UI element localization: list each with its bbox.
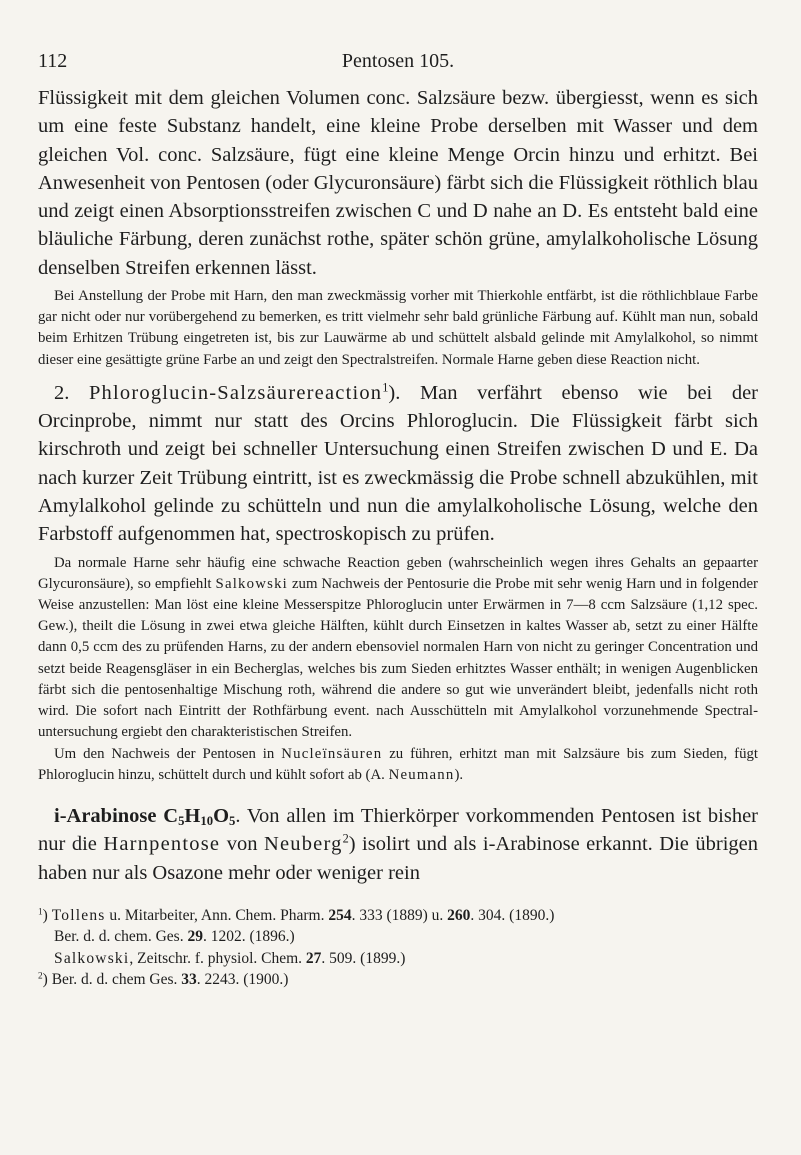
footnote-1: $^1$) Tollens u. Mitarbeiter, Ann. Chem. Pharm. 254. 333 (1889) u. 260. 304. (1890.)	[38, 906, 555, 924]
note-orcin-urine: Bei Anstellung der Probe mit Harn, den man zweckmässig vorher mit Thierkohle entfärbt, ist die röthlichblaue Farbe gar nicht oder nur vorübergehend zu bemerken, es tritt vielmehr sehr bald grünliche Färbung auf. Kühlt man nun, sobald beim Erhitzen Trübung eingetreten ist, bis zur Lauwärme ab und schüttelt alsbald gelinde mit Amylalkohol, so nimmt dieser eine gesättigte grüne Farbe an und zeigt den Spectralstreifen. Normale Harne geben diese Reaction nicht.	[38, 288, 758, 368]
paragraph-text: . Man verfährt ebenso wie bei der Orcinprobe, nimmt nur statt des Orcins Phloroglucin. Die Flüssigkeit färbt sich kirschroth und zeigt bei schneller Untersuchung einen Streifen zwischen D und E. Da nach kurzer Zeit Trübung eintritt, ist es zweckmässig die Probe schnell abzukühlen, mit Amylalkohol gelinde zu schütteln und nun die amylalkoholische Lösung, welche den Farbstoff aufgenommen hat, spectroskopisch zu prüfen.	[38, 381, 758, 546]
note-salkowski-method: Da normale Harne sehr häufig eine schwache Reaction geben (wahrscheinlich wegen ihres Gehalts an gepaarter Glycuronsäure), so empfiehlt Salkowski zum Nachweis der Pentosurie die Probe mit sehr wenig Harn und in folgender Weise anzustellen: Man löst eine kleine Messerspitze Phloroglucin unter Erwärmen in 7—8 ccm Salzsäure (1,12 spec. Gew.), theilt die Lösung in zwei etwa gleiche Hälften, kühlt durch Einsetzen in kaltes Wasser ab, setzt zu einer Hälfte dann 0,5 ccm des zu prüfenden Harns, zu der andern ebensoviel normalen Harn von nicht zu geringer Concentration und setzt beide Reagensgläser in ein Becherglas, welches bis zum Sieden erhitztes Wasser enthält; in wenigen Augenblicken färbt sich die pentosenhaltige Mischung roth, während die andere so gut wie unverändert bleibt, jedenfalls nicht roth wird. Die sofort nach Eintritt der Rothfärbung event. nach Ausschütteln mit Amylalkohol vorzunehmende Spectraluntersuchung ergiebt den charakteristischen Streifen.	[38, 554, 758, 741]
paragraph-arabinose: i-Arabinose $C_5H_{10}O_5$. Von allen im Thierkörper vorkommenden Pentosen ist bisher nur die Harnpentose von Neuberg$^2$) isolirt und als i-Arabinose erkannt. Die übrigen haben nur als Osazone mehr oder weniger rein	[38, 804, 759, 884]
footnote-1-line-2: Ber. d. d. chem. Ges. 29. 1202. (1896.)	[54, 928, 295, 946]
page-header	[38, 50, 758, 80]
footnotes	[38, 905, 758, 991]
paragraph-phloroglucin: 2. Phloroglucin-Salzsäurereaction$^1$). Man verfährt ebenso wie bei der Orcinprobe, nimmt nur statt des Orcins Phloroglucin. Die Flüssigkeit färbt sich kirschroth und zeigt bei schneller Untersuchung einen Streifen zwischen D und E. Da nach kurzer Zeit Trübung eintritt, ist es zweckmässig die Probe schnell abzukühlen, mit Amylalkohol gelinde zu schütteln und nun die amylalkoholische Lösung, welche den Farbstoff aufgenommen hat, spectroskopisch zu prüfen.	[38, 380, 758, 546]
note-nucleic-acids: Um den Nachweis der Pentosen in Nucleïnsäuren zu führen, erhitzt man mit Salzsäure bis zum Sieden, fügt Phloroglucin hinzu, schüttelt durch und kühlt sofort ab (A. Neumann).	[38, 745, 758, 783]
arabinose-heading: i-Arabinose $C_5H_{10}O_5$	[54, 804, 236, 829]
running-title: Pentosen 105.	[341, 50, 455, 72]
author-name: Neumann	[388, 766, 455, 783]
emphasis-term: Harnpentose	[103, 833, 221, 856]
footnote-2: $^2$) Ber. d. d. chem Ges. 33. 2243. (1900.)	[38, 971, 289, 989]
footnote-ref-1[interactable]: 1	[382, 380, 389, 395]
author-name: Salkowski	[215, 575, 288, 592]
section-title: Phloroglucin-Salzsäurereaction	[88, 381, 383, 404]
section-number: 2.	[54, 381, 70, 404]
page	[38, 50, 758, 991]
page-number: 112	[38, 50, 68, 72]
footnote-ref-2[interactable]: 2	[342, 831, 349, 846]
paragraph-orcin-continued: Flüssigkeit mit dem gleichen Volumen conc. Salzsäure bezw. übergiesst, wenn es sich um eine feste Substanz handelt, eine kleine Probe derselben mit Wasser und dem gleichen Vol. conc. Salzsäure, fügt eine kleine Menge Orcin hinzu und erhitzt. Bei Anwesenheit von Pentosen (oder Glycuronsäure) färbt sich die Flüssigkeit röthlich blau und zeigt einen Absorptionsstreifen zwischen C und D nahe an D. Es entsteht bald eine bläuliche Färbung, deren zunächst rothe, später schön grüne, amylalkoholische Lösung denselben Streifen erkennen lässt.	[38, 87, 758, 279]
footnote-1-line-3: Salkowski, Zeitschr. f. physiol. Chem. 27. 509. (1899.)	[54, 949, 406, 967]
author-name: Neuberg	[263, 833, 343, 856]
emphasis-term: Nucleïnsäuren	[281, 745, 383, 762]
